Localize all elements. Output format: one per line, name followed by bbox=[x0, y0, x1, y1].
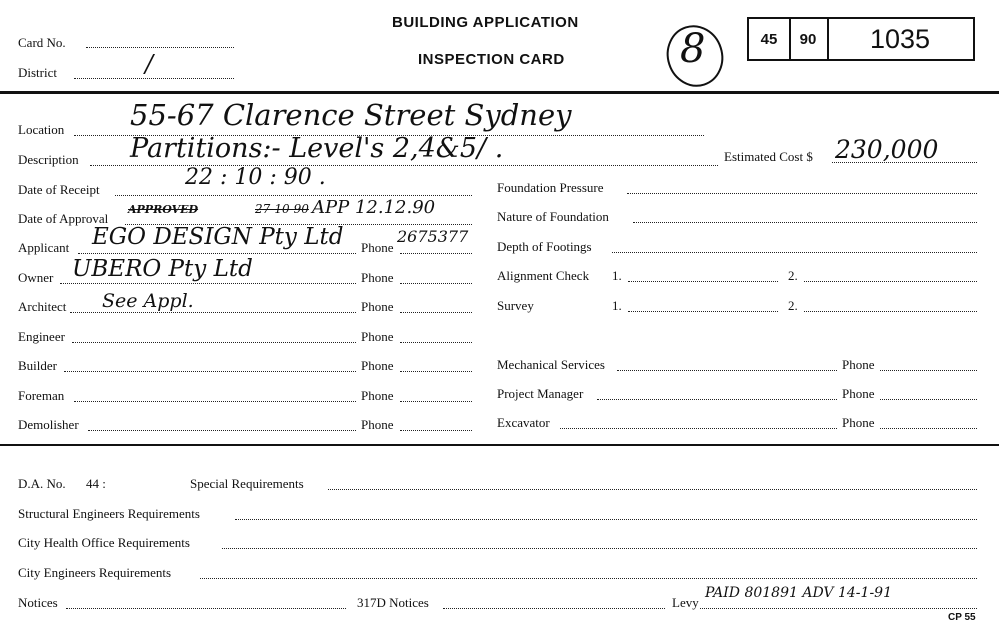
notices-317d-field[interactable] bbox=[443, 608, 665, 609]
foundation-pressure-field[interactable] bbox=[627, 193, 977, 194]
circled-number bbox=[660, 18, 730, 90]
foreman-phone-label: Phone bbox=[361, 388, 394, 403]
owner-label: Owner bbox=[18, 270, 54, 285]
notices-field[interactable] bbox=[66, 608, 346, 609]
mechanical-phone-label: Phone bbox=[842, 357, 875, 372]
applicant-label: Applicant bbox=[18, 240, 70, 255]
date-approval-label: Date of Approval bbox=[18, 211, 109, 226]
levy-value: PAID 801891 ADV 14-1-91 bbox=[705, 585, 892, 601]
da-no-value: 44 : bbox=[86, 476, 106, 491]
card-number-cell-2: 90 bbox=[789, 19, 829, 59]
date-approval-struck-1: APPROVED bbox=[128, 203, 199, 216]
architect-value: See Appl. bbox=[102, 290, 194, 312]
special-requirements-label: Special Requirements bbox=[190, 476, 304, 491]
applicant-phone-label: Phone bbox=[361, 240, 394, 255]
applicant-field[interactable] bbox=[78, 253, 356, 254]
form-title-line1: BUILDING APPLICATION bbox=[392, 14, 579, 31]
engineer-label: Engineer bbox=[18, 329, 65, 344]
foreman-field[interactable] bbox=[74, 401, 356, 402]
applicant-phone-value: 2675377 bbox=[397, 227, 469, 246]
date-receipt-value: 22 : 10 : 90 . bbox=[185, 165, 326, 190]
header-divider bbox=[0, 91, 999, 94]
survey-label: Survey bbox=[497, 298, 534, 313]
structural-requirements-label: Structural Engineers Requirements bbox=[18, 506, 200, 521]
architect-field[interactable] bbox=[70, 312, 356, 313]
builder-label: Builder bbox=[18, 358, 57, 373]
excavator-label: Excavator bbox=[497, 415, 550, 430]
depth-footings-field[interactable] bbox=[612, 252, 977, 253]
excavator-phone-field[interactable] bbox=[880, 428, 977, 429]
project-manager-phone-label: Phone bbox=[842, 386, 875, 401]
location-label: Location bbox=[18, 122, 65, 137]
circled-number-value: 8 bbox=[680, 26, 706, 72]
excavator-phone-label: Phone bbox=[842, 415, 875, 430]
foreman-phone-field[interactable] bbox=[400, 401, 472, 402]
section-divider bbox=[0, 444, 999, 446]
demolisher-field[interactable] bbox=[88, 430, 356, 431]
engineer-phone-label: Phone bbox=[361, 329, 394, 344]
city-health-requirements-label: City Health Office Requirements bbox=[18, 535, 190, 550]
depth-footings-label: Depth of Footings bbox=[497, 239, 592, 254]
levy-label: Levy bbox=[672, 595, 699, 610]
excavator-field[interactable] bbox=[560, 428, 837, 429]
form-title-line2: INSPECTION CARD bbox=[418, 51, 565, 68]
owner-field[interactable] bbox=[60, 283, 356, 284]
district-field[interactable] bbox=[74, 78, 234, 79]
project-manager-label: Project Manager bbox=[497, 386, 584, 401]
card-no-field[interactable] bbox=[86, 47, 234, 48]
district-value: / bbox=[145, 50, 154, 78]
applicant-phone-field[interactable] bbox=[400, 253, 472, 254]
project-manager-phone-field[interactable] bbox=[880, 399, 977, 400]
description-value: Partitions:- Level's 2,4&5/ . bbox=[130, 133, 504, 164]
notices-317d-label: 317D Notices bbox=[357, 595, 429, 610]
date-approval-struck-2: 27-10-90 bbox=[255, 202, 309, 216]
alignment-check-field-1[interactable] bbox=[628, 281, 778, 282]
demolisher-label: Demolisher bbox=[18, 417, 79, 432]
foreman-label: Foreman bbox=[18, 388, 65, 403]
mechanical-services-label: Mechanical Services bbox=[497, 357, 605, 372]
nature-foundation-field[interactable] bbox=[633, 222, 977, 223]
estimated-cost-value: 230,000 bbox=[835, 135, 939, 164]
location-value: 55-67 Clarence Street Sydney bbox=[130, 98, 572, 132]
mechanical-phone-field[interactable] bbox=[880, 370, 977, 371]
survey-field-2[interactable] bbox=[804, 311, 977, 312]
owner-phone-field[interactable] bbox=[400, 283, 472, 284]
architect-phone-field[interactable] bbox=[400, 312, 472, 313]
notices-label: Notices bbox=[18, 595, 58, 610]
builder-field[interactable] bbox=[64, 371, 356, 372]
date-receipt-field[interactable] bbox=[115, 195, 472, 196]
applicant-value: EGO DESIGN Pty Ltd bbox=[92, 224, 344, 250]
demolisher-phone-label: Phone bbox=[361, 417, 394, 432]
card-no-label: Card No. bbox=[18, 35, 66, 50]
district-label: District bbox=[18, 65, 57, 80]
form-code: CP 55 bbox=[948, 612, 976, 623]
city-engineers-requirements-label: City Engineers Requirements bbox=[18, 565, 172, 580]
survey-num-1: 1. bbox=[612, 298, 622, 313]
project-manager-field[interactable] bbox=[597, 399, 837, 400]
estimated-cost-label: Estimated Cost $ bbox=[724, 149, 813, 164]
owner-phone-label: Phone bbox=[361, 270, 394, 285]
alignment-check-num-1: 1. bbox=[612, 268, 622, 283]
builder-phone-label: Phone bbox=[361, 358, 394, 373]
city-health-requirements-field[interactable] bbox=[222, 548, 977, 549]
card-number-cell-1: 45 bbox=[749, 19, 791, 59]
alignment-check-field-2[interactable] bbox=[804, 281, 977, 282]
owner-value: UBERO Pty Ltd bbox=[72, 256, 253, 282]
da-no-label: D.A. No. bbox=[18, 476, 66, 491]
alignment-check-num-2: 2. bbox=[788, 268, 798, 283]
foundation-pressure-label: Foundation Pressure bbox=[497, 180, 604, 195]
levy-field[interactable] bbox=[700, 608, 977, 609]
architect-phone-label: Phone bbox=[361, 299, 394, 314]
date-receipt-label: Date of Receipt bbox=[18, 182, 100, 197]
nature-foundation-label: Nature of Foundation bbox=[497, 209, 609, 224]
special-requirements-field[interactable] bbox=[328, 489, 977, 490]
description-label: Description bbox=[18, 152, 79, 167]
card-number-cell-3: 1035 bbox=[869, 23, 931, 54]
engineer-field[interactable] bbox=[72, 342, 356, 343]
architect-label: Architect bbox=[18, 299, 67, 314]
alignment-check-label: Alignment Check bbox=[497, 268, 590, 283]
card-number-box bbox=[747, 17, 975, 61]
mechanical-services-field[interactable] bbox=[617, 370, 837, 371]
demolisher-phone-field[interactable] bbox=[400, 430, 472, 431]
engineer-phone-field[interactable] bbox=[400, 342, 472, 343]
city-engineers-requirements-field[interactable] bbox=[200, 578, 977, 579]
structural-requirements-field[interactable] bbox=[235, 519, 977, 520]
survey-field-1[interactable] bbox=[628, 311, 778, 312]
survey-num-2: 2. bbox=[788, 298, 798, 313]
builder-phone-field[interactable] bbox=[400, 371, 472, 372]
date-approval-value: APP 12.12.90 bbox=[312, 197, 436, 218]
